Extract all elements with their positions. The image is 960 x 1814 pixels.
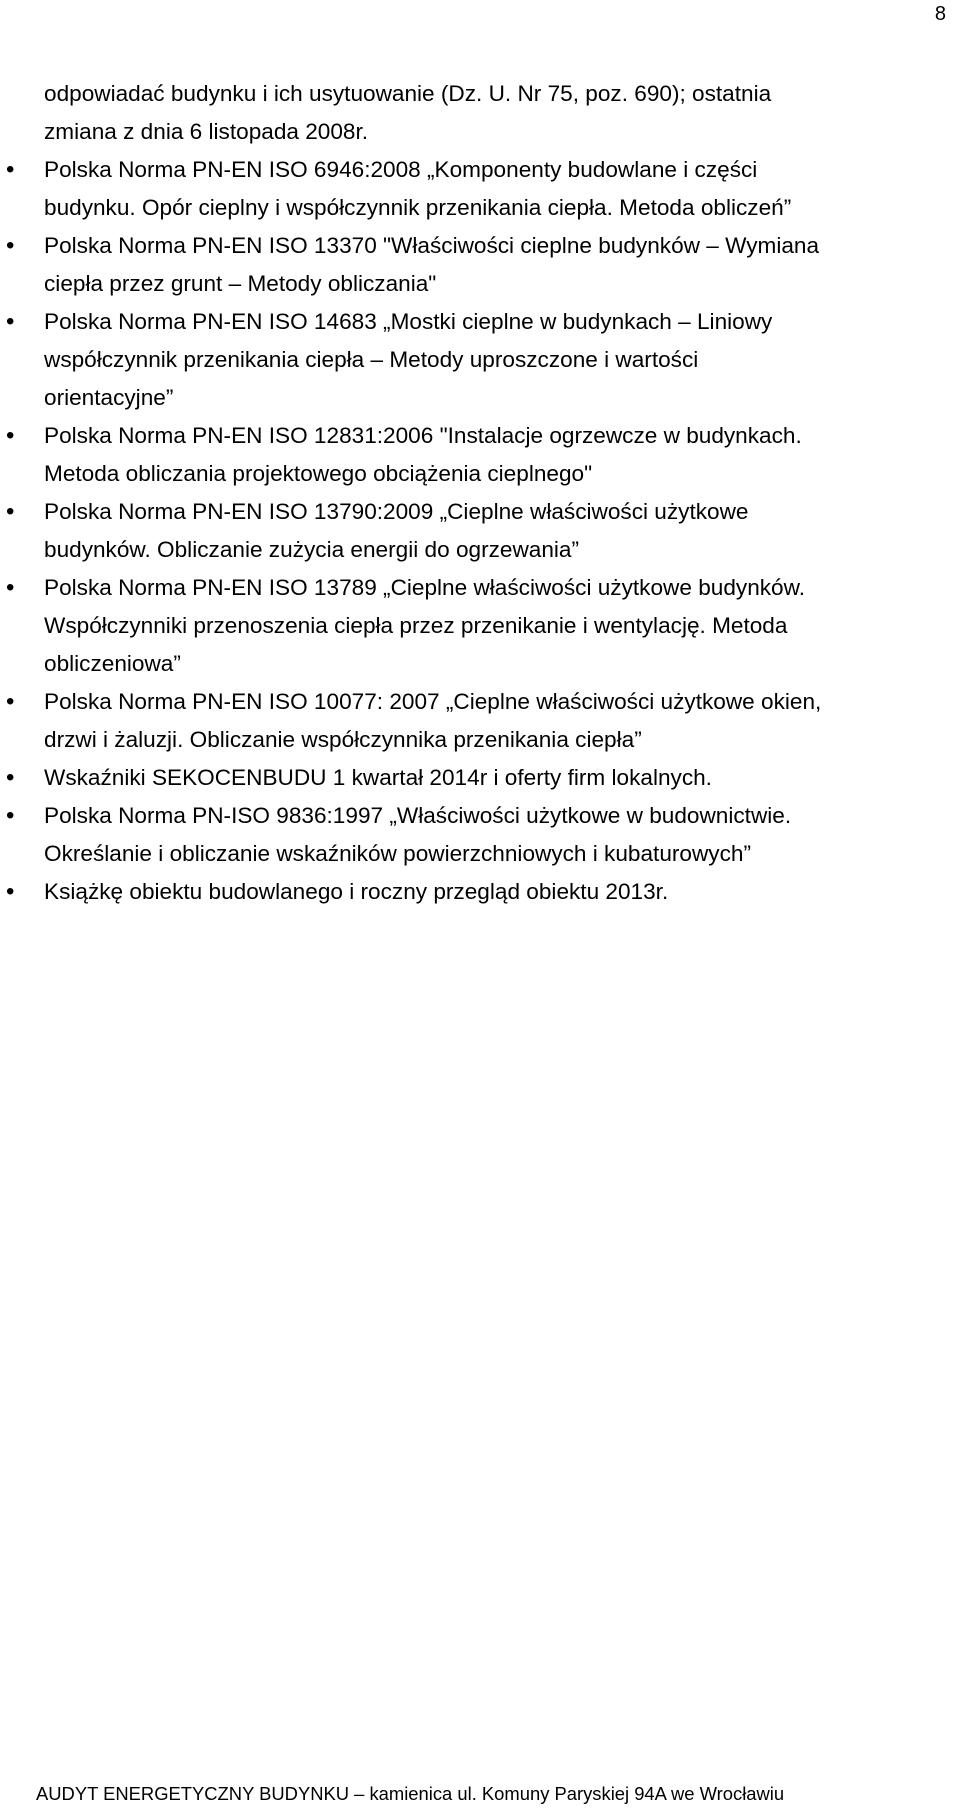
text-line: • Książkę obiektu budowlanego i roczny przegląd obiektu 2013r. bbox=[44, 879, 669, 904]
text-line: • Wskaźniki SEKOCENBUDU 1 kwartał 2014r i oferty firm lokalnych. bbox=[44, 765, 712, 790]
text-line: budynku. Opór cieplny i współczynnik przenikania ciepła. Metoda obliczeń” bbox=[44, 195, 792, 220]
text-line: • Polska Norma PN-EN ISO 13370 "Właściwości cieplne budynków – Wymiana bbox=[44, 233, 820, 258]
list-item bbox=[44, 151, 934, 227]
text-line: • Polska Norma PN-EN ISO 13790:2009 „Cieplne właściwości użytkowe bbox=[44, 499, 749, 524]
text-line: orientacyjne” bbox=[44, 385, 174, 410]
list-item bbox=[44, 227, 934, 303]
list-item bbox=[44, 569, 934, 683]
text-line: • Polska Norma PN-ISO 9836:1997 „Właściwości użytkowe w budownictwie. bbox=[44, 803, 792, 828]
reference-list bbox=[44, 75, 934, 911]
list-item bbox=[44, 759, 934, 797]
list-item bbox=[44, 683, 934, 759]
text-line: Metoda obliczania projektowego obciążenia cieplnego" bbox=[44, 461, 593, 486]
list-item bbox=[44, 493, 934, 569]
text-line: Określanie i obliczanie wskaźników powierzchniowych i kubaturowych” bbox=[44, 841, 751, 866]
text-line: zmiana z dnia 6 listopada 2008r. bbox=[44, 119, 369, 144]
list-item bbox=[44, 303, 934, 417]
text-line: • Polska Norma PN-EN ISO 14683 „Mostki cieplne w budynkach – Liniowy bbox=[44, 309, 773, 334]
text-line: • Polska Norma PN-EN ISO 6946:2008 „Komponenty budowlane i części bbox=[44, 157, 758, 182]
text-line: • Polska Norma PN-EN ISO 10077: 2007 „Cieplne właściwości użytkowe okien, bbox=[44, 689, 822, 714]
page-number: 8 bbox=[934, 3, 946, 25]
text-line: współczynnik przenikania ciepła – Metody uproszczone i wartości bbox=[44, 347, 699, 372]
text-line: drzwi i żaluzji. Obliczanie współczynnika przenikania ciepła” bbox=[44, 727, 642, 752]
text-line: budynków. Obliczanie zużycia energii do ogrzewania” bbox=[44, 537, 580, 562]
list-item bbox=[44, 873, 934, 911]
text-line: odpowiadać budynku i ich usytuowanie (Dz. U. Nr 75, poz. 690); ostatnia bbox=[44, 81, 772, 106]
list-item bbox=[44, 797, 934, 873]
text-line: • Polska Norma PN-EN ISO 13789 „Cieplne właściwości użytkowe budynków. bbox=[44, 575, 805, 600]
text-line: ciepła przez grunt – Metody obliczania" bbox=[44, 271, 437, 296]
text-line: • Polska Norma PN-EN ISO 12831:2006 "Instalacje ogrzewcze w budynkach. bbox=[44, 423, 802, 448]
list-item bbox=[44, 417, 934, 493]
text-line: Współczynniki przenoszenia ciepła przez przenikanie i wentylację. Metoda bbox=[44, 613, 788, 638]
page-footer: AUDYT ENERGETYCZNY BUDYNKU – kamienica ul. Komuny Paryskiej 94A we Wrocławiu bbox=[36, 1783, 785, 1804]
paragraph-continuation bbox=[44, 75, 934, 151]
text-line: obliczeniowa” bbox=[44, 651, 181, 676]
